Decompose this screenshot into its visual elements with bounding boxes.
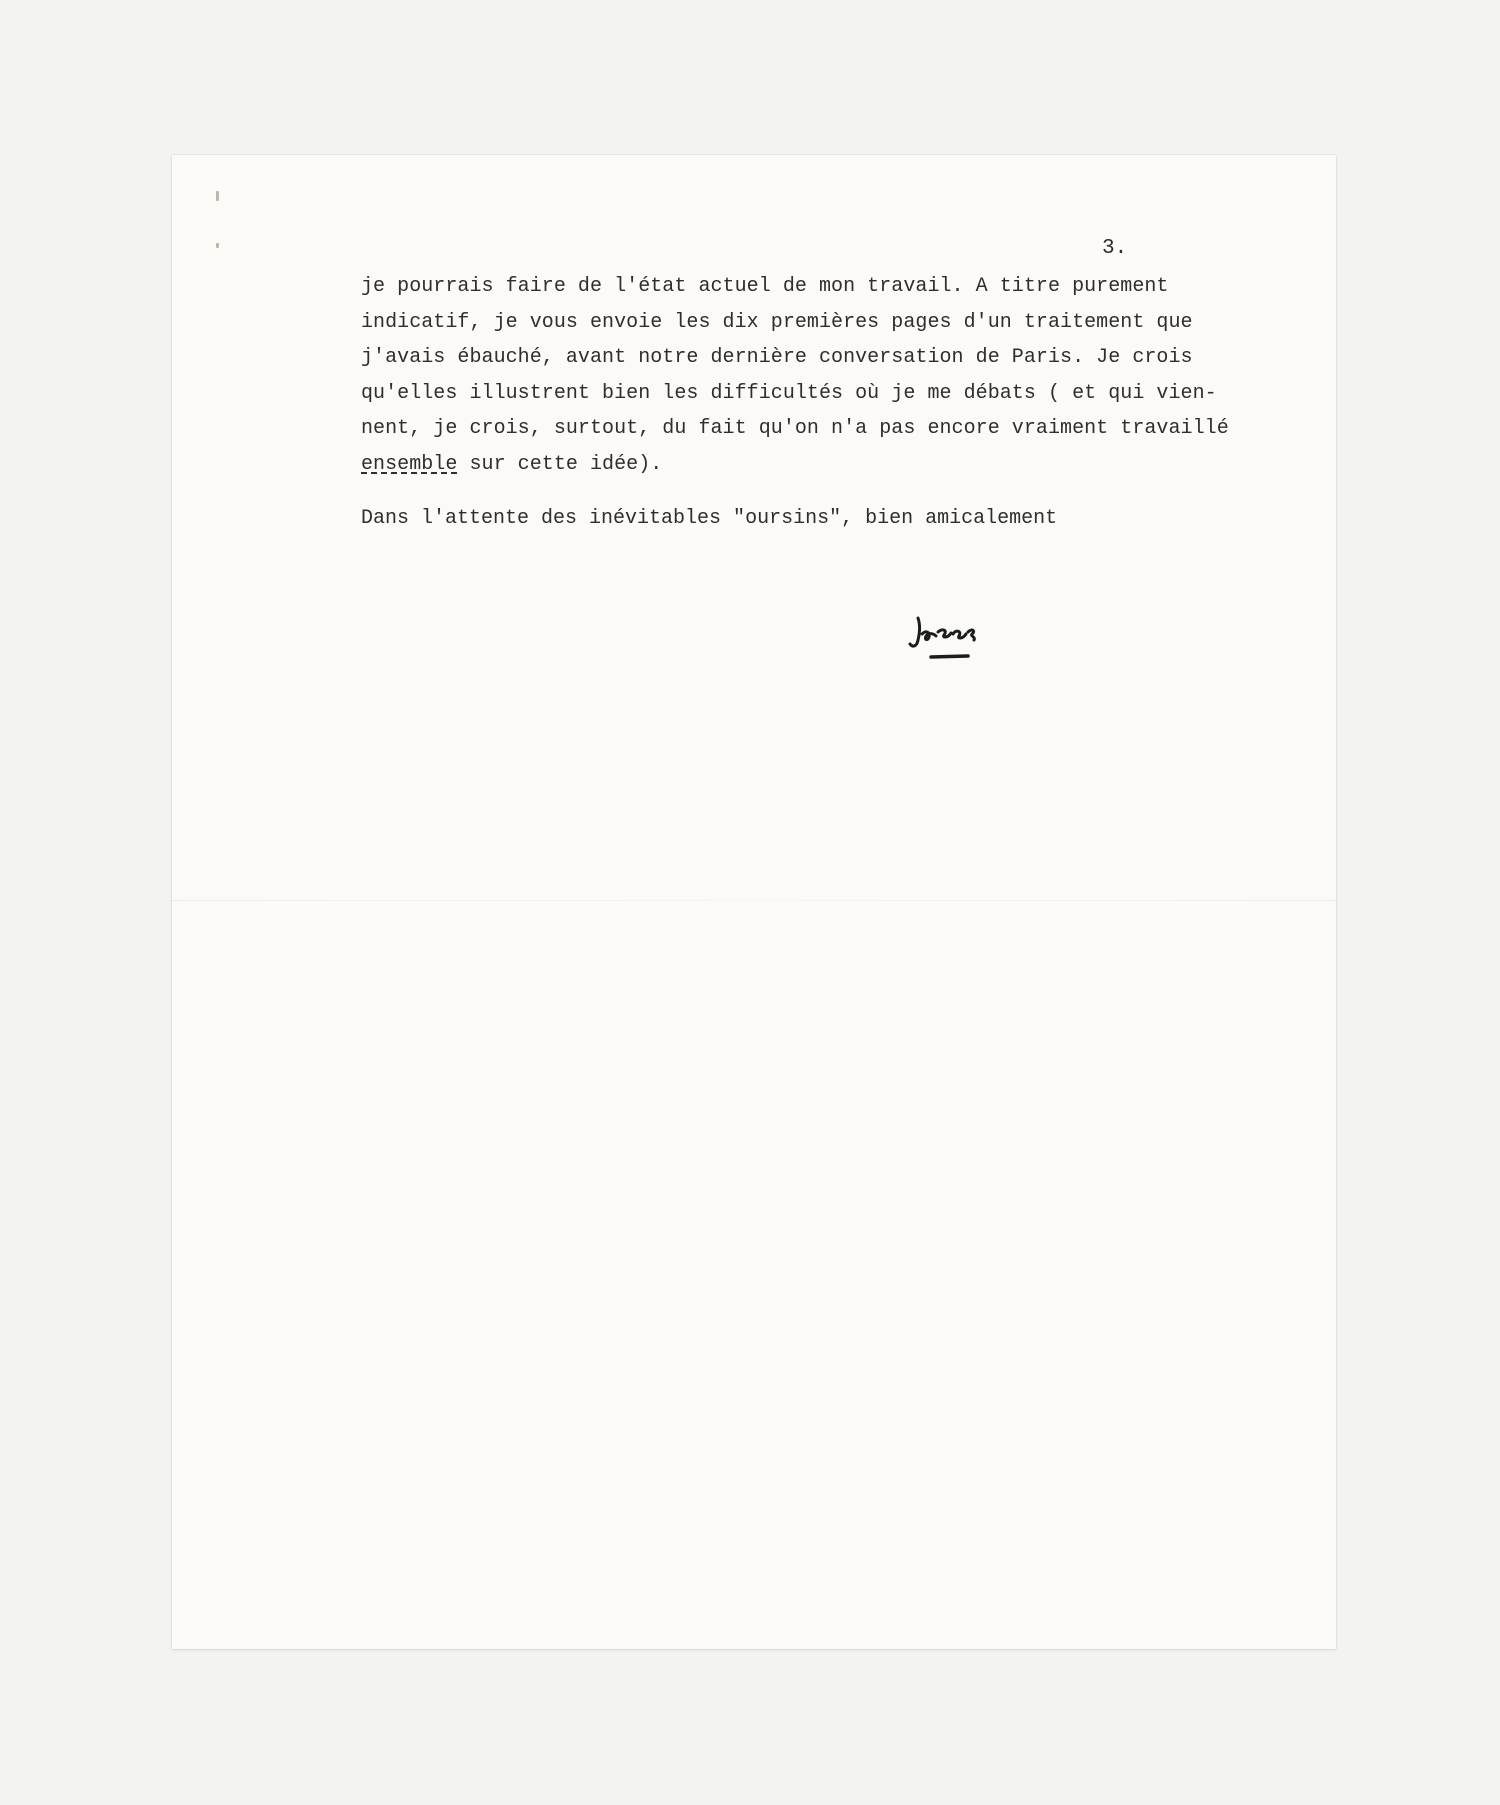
staple-mark (216, 191, 219, 201)
letter-body (361, 269, 1261, 482)
body-line: qu'elles illustrent bien les difficultés où je me débats ( et qui vien- (361, 381, 1217, 405)
paper-fold-line (172, 900, 1336, 901)
staple-mark (216, 243, 219, 248)
body-line: nent, je crois, surtout, du fait qu'on n'a pas encore vraiment travaillé (361, 417, 1229, 440)
body-line: indicatif, je vous envoie les dix premières pages d'un traitement que (361, 310, 1193, 334)
body-line: je pourrais faire de l'état actuel de mon travail. A titre purement (361, 275, 1169, 298)
handwritten-signature (904, 610, 994, 670)
underlined-word: ensemble (361, 452, 458, 476)
body-line-last (361, 447, 1261, 483)
page-number: 3. (1102, 237, 1128, 260)
body-line-rest: sur cette idée). (457, 452, 663, 476)
body-line: j'avais ébauché, avant notre dernière conversation de Paris. Je crois (361, 346, 1193, 369)
closing-line: Dans l'attente des inévitables "oursins", bien amicalement (361, 507, 1058, 530)
letter-page (172, 155, 1336, 1649)
